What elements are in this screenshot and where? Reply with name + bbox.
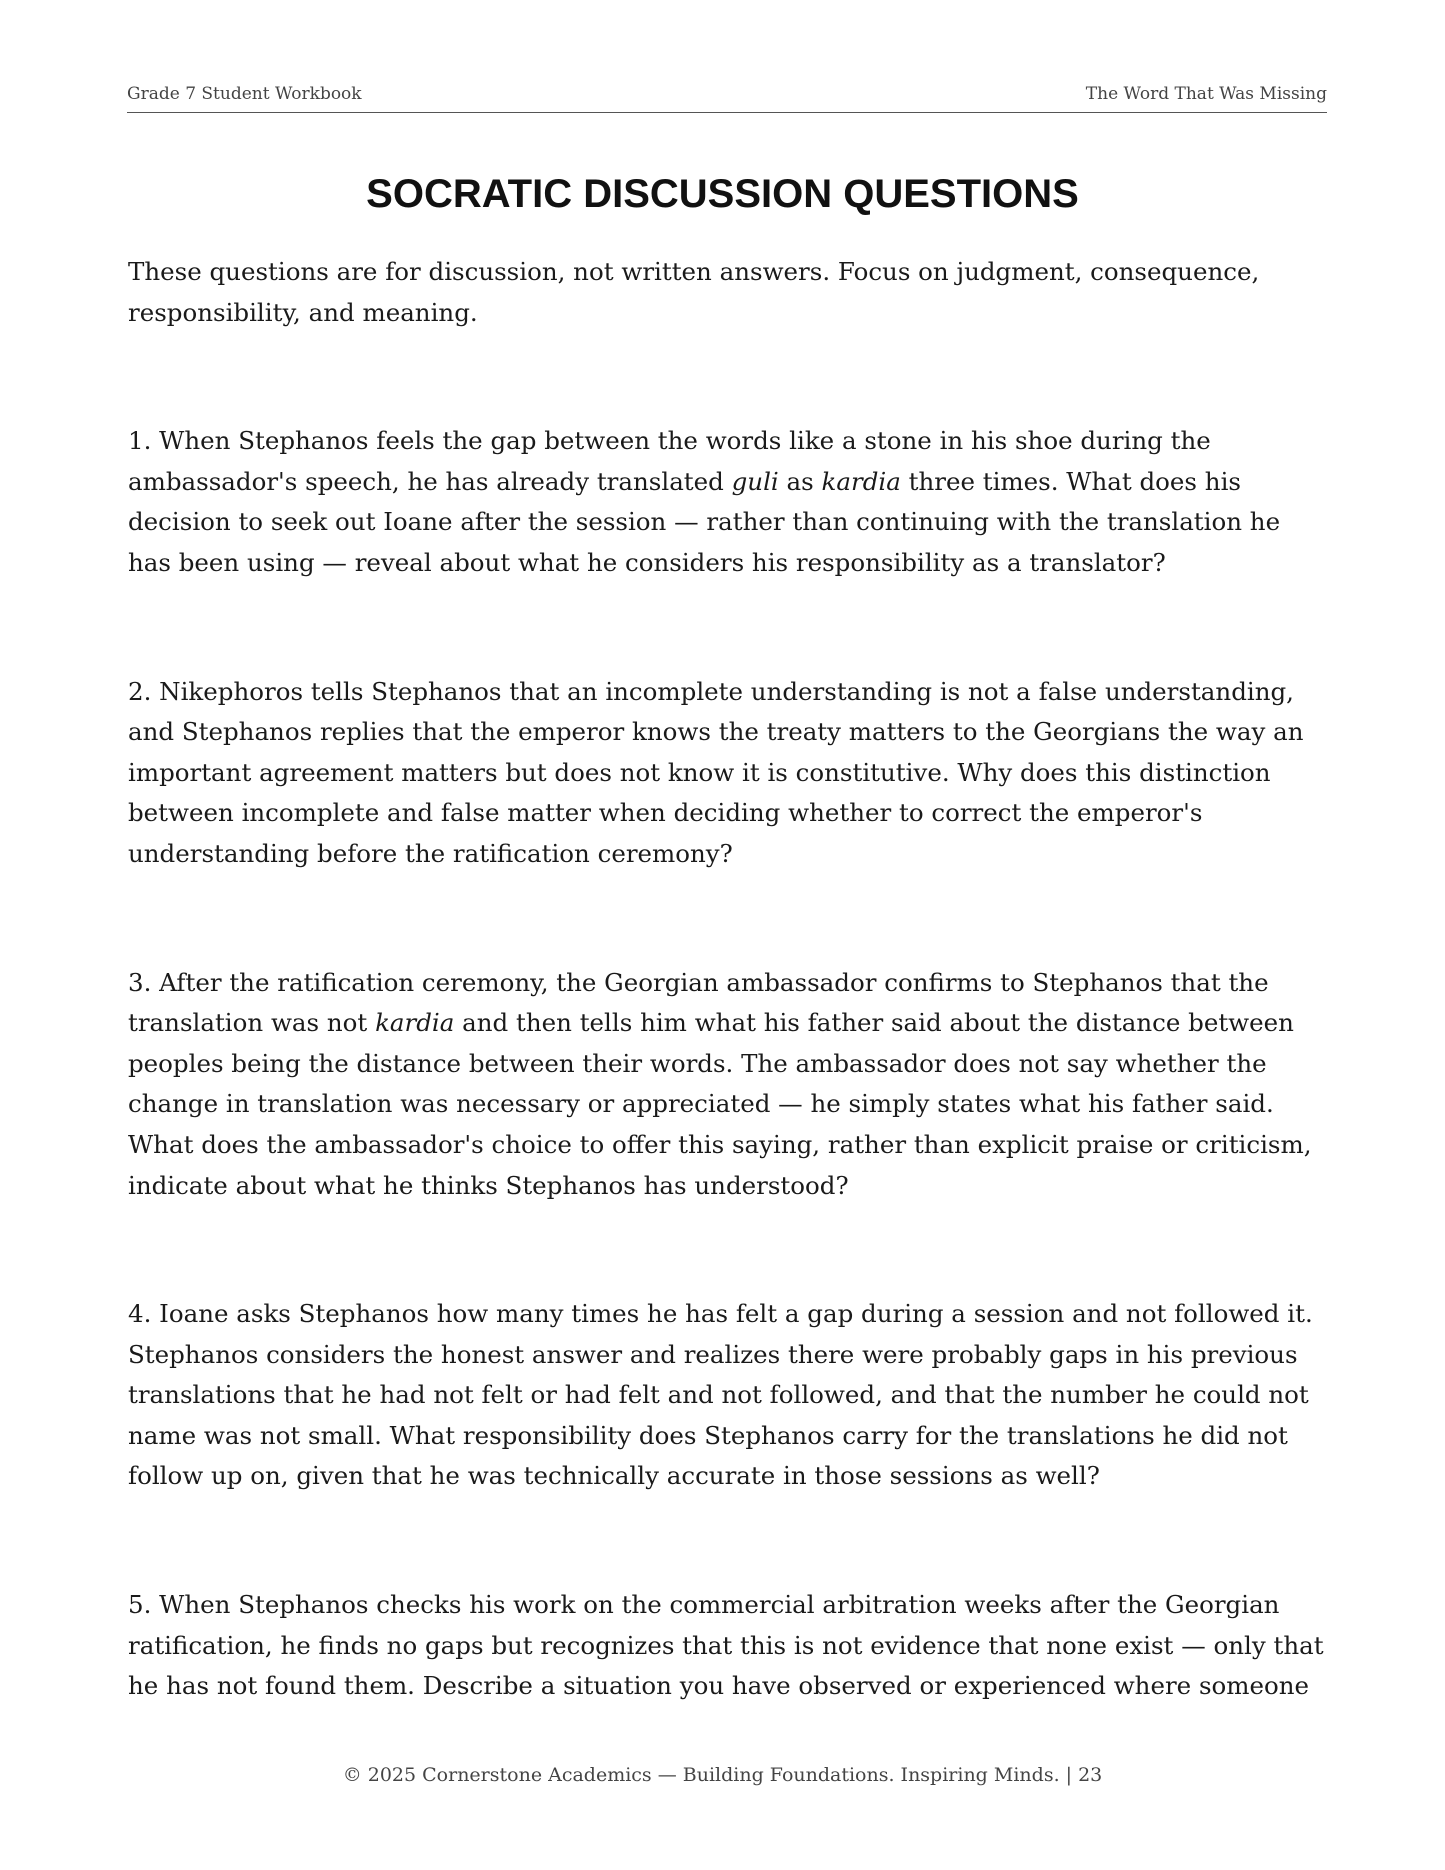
page-title: SOCRATIC DISCUSSION QUESTIONS xyxy=(366,172,1079,216)
question-text: as xyxy=(778,466,822,496)
question-text: 1. When Stephanos feels the gap between the words like a stone in his shoe during the ambassador's speech, he has already translated xyxy=(128,426,1211,496)
italic-term: guli xyxy=(731,466,779,496)
italic-term: kardia xyxy=(821,466,901,496)
header-story-title: The Word That Was Missing xyxy=(1085,84,1327,104)
page-header xyxy=(127,84,1327,113)
question-text: and then tells him what his father said about the distance between peoples being the distance between their words. The ambassador does not say whether the change in translation was necessary or appreciated — he simply states what his father said. What does the ambassador's choice to offer this saying, rather than explicit praise or criticism, indicate about what he thinks Stephanos has understood? xyxy=(128,1008,1312,1200)
page-footer: © 2025 Cornerstone Academics — Building Foundations. Inspiring Minds. | 23 xyxy=(342,1764,1103,1786)
question-5: 5. When Stephanos checks his work on the commercial arbitration weeks after the Georgian ratification, he finds no gaps but recognizes that this is not evidence that none exist — only that he has not found them. Describe a situation you have observed or experienced where someone xyxy=(128,1590,1324,1701)
question-text: 3. After the ratification ceremony, the Georgian ambassador confirms to Stephanos that the translation was not xyxy=(128,967,1269,1038)
question-4: 4. Ioane asks Stephanos how many times he has felt a gap during a session and not followed it. Stephanos considers the honest answer and realizes there were probably gaps in his previous translations that he had not felt or had felt and not followed, and that the number he could not name was not small. What responsibility does Stephanos carry for the translations he did not follow up on, given that he was technically accurate in those sessions as well? xyxy=(128,1299,1313,1491)
question-2: 2. Nikephoros tells Stephanos that an incomplete understanding is not a false understanding, and Stephanos replies that the emperor knows the treaty matters to the Georgians the way an important agreement matters but does not know it is constitutive. Why does this distinction between incomplete and false matter when deciding whether to correct the emperor's understanding before the ratification ceremony? xyxy=(128,676,1304,868)
intro-paragraph: These questions are for discussion, not written answers. Focus on judgment, consequence, responsibility, and meaning. xyxy=(128,257,1260,327)
question-1 xyxy=(128,421,1328,583)
italic-term: kardia xyxy=(375,1008,455,1038)
main-content xyxy=(128,252,1328,1795)
header-workbook-title: Grade 7 Student Workbook xyxy=(127,84,362,104)
question-text: three times. What does his decision to seek out Ioane after the session — rather than continuing with the translation he has been using — reveal about what he considers his responsibility as a translator? xyxy=(128,466,1281,577)
question-3 xyxy=(128,963,1328,1207)
